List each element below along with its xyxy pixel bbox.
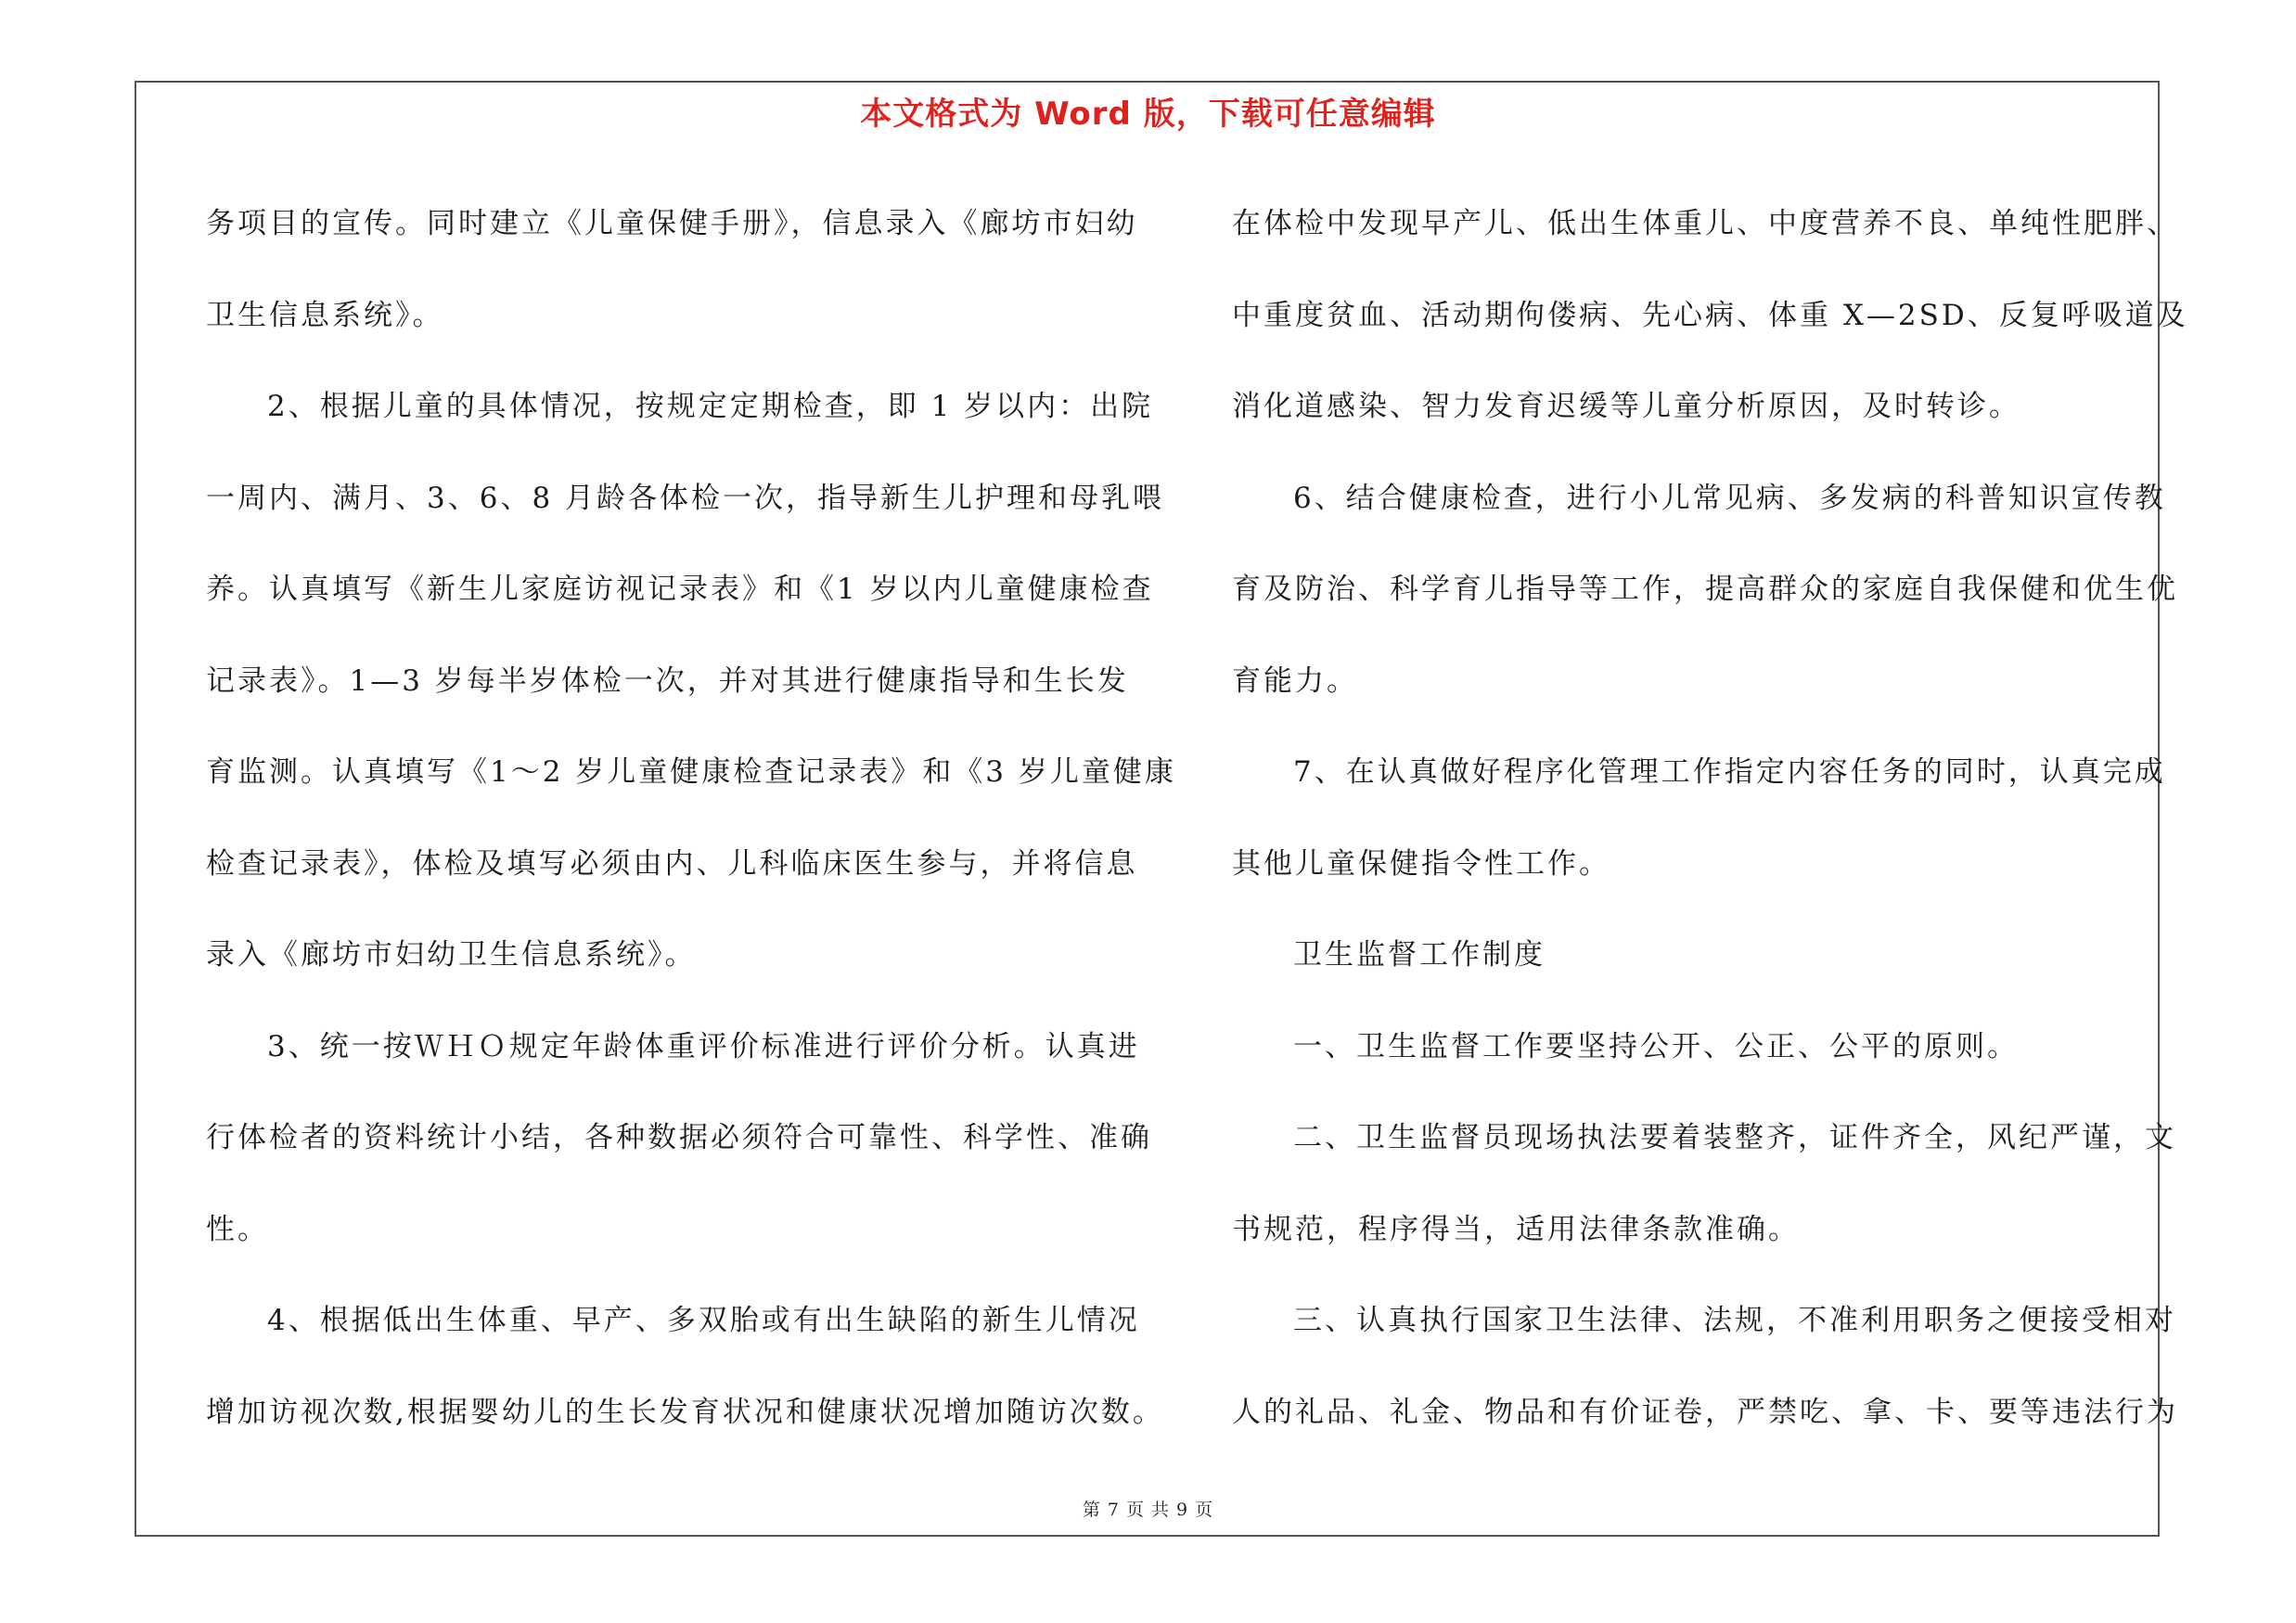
text-line: 一、卫生监督工作要坚持公开、公正、公平的原则。 <box>1293 1029 2019 1063</box>
text-line: 录入《廊坊市妇幼卫生信息系统》。 <box>206 938 697 972</box>
document-banner: 本文格式为 Word 版，下载可任意编辑 <box>860 96 1436 133</box>
text-line: 行体检者的资料统计小结，各种数据必须符合可靠性、科学性、准确 <box>206 1121 1152 1154</box>
text-line: 记录表》。1—3 岁每半岁体检一次，并对其进行健康指导和生长发 <box>206 663 1129 698</box>
text-line: 卫生信息系统》。 <box>206 298 444 332</box>
text-line: 2、根据儿童的具体情况，按规定定期检查，即 1 岁以内：出院 <box>267 390 1154 423</box>
right-text-column <box>1232 178 2188 1458</box>
text-line: 一周内、满月、3、6、8 月龄各体检一次，指导新生儿护理和母乳喂 <box>206 481 1165 515</box>
left-text-column <box>206 178 1176 1458</box>
text-line: 消化道感染、智力发育迟缓等儿童分析原因，及时转诊。 <box>1232 390 2020 423</box>
text-line: 务项目的宣传。同时建立《儿童保健手册》，信息录入《廊坊市妇幼 <box>206 207 1138 240</box>
text-line: 卫生监督工作制度 <box>1293 938 1546 972</box>
page-number-footer: 第 7 页 共 9 页 <box>1082 1500 1214 1520</box>
text-line: 人的礼品、礼金、物品和有价证卷，严禁吃、拿、卡、要等违法行为 <box>1232 1395 2178 1429</box>
text-line: 6、结合健康检查，进行小儿常见病、多发病的科普知识宣传教 <box>1293 481 2166 515</box>
text-line: 三、认真执行国家卫生法律、法规，不准利用职务之便接受相对 <box>1293 1304 2176 1337</box>
text-line: 二、卫生监督员现场执法要着装整齐，证件齐全，风纪严谨，文 <box>1293 1121 2176 1154</box>
text-line: 中重度贫血、活动期佝偻病、先心病、体重 X—2SD、反复呼吸道及 <box>1232 298 2188 332</box>
text-line: 其他儿童保健指令性工作。 <box>1232 846 1610 881</box>
text-line: 育及防治、科学育儿指导等工作，提高群众的家庭自我保健和优生优 <box>1232 573 2178 606</box>
text-line: 3、统一按ＷＨＯ规定年龄体重评价标准进行评价分析。认真进 <box>267 1029 1140 1063</box>
text-line: 4、根据低出生体重、早产、多双胎或有出生缺陷的新生儿情况 <box>267 1304 1140 1337</box>
text-line: 书规范，程序得当，适用法律条款准确。 <box>1232 1212 1800 1246</box>
text-line: 性。 <box>206 1212 269 1246</box>
text-line: 7、在认真做好程序化管理工作指定内容任务的同时，认真完成 <box>1293 755 2166 789</box>
text-line: 增加访视次数,根据婴幼儿的生长发育状况和健康状况增加随访次数。 <box>206 1395 1164 1429</box>
text-line: 育能力。 <box>1232 663 1358 698</box>
text-line: 养。认真填写《新生儿家庭访视记录表》和《1 岁以内儿童健康检查 <box>206 573 1154 606</box>
text-line: 在体检中发现早产儿、低出生体重儿、中度营养不良、单纯性肥胖、 <box>1232 207 2178 240</box>
text-line: 检查记录表》，体检及填写必须由内、儿科临床医生参与，并将信息 <box>206 846 1138 881</box>
text-line: 育监测。认真填写《1～2 岁儿童健康检查记录表》和《3 岁儿童健康 <box>206 755 1176 789</box>
